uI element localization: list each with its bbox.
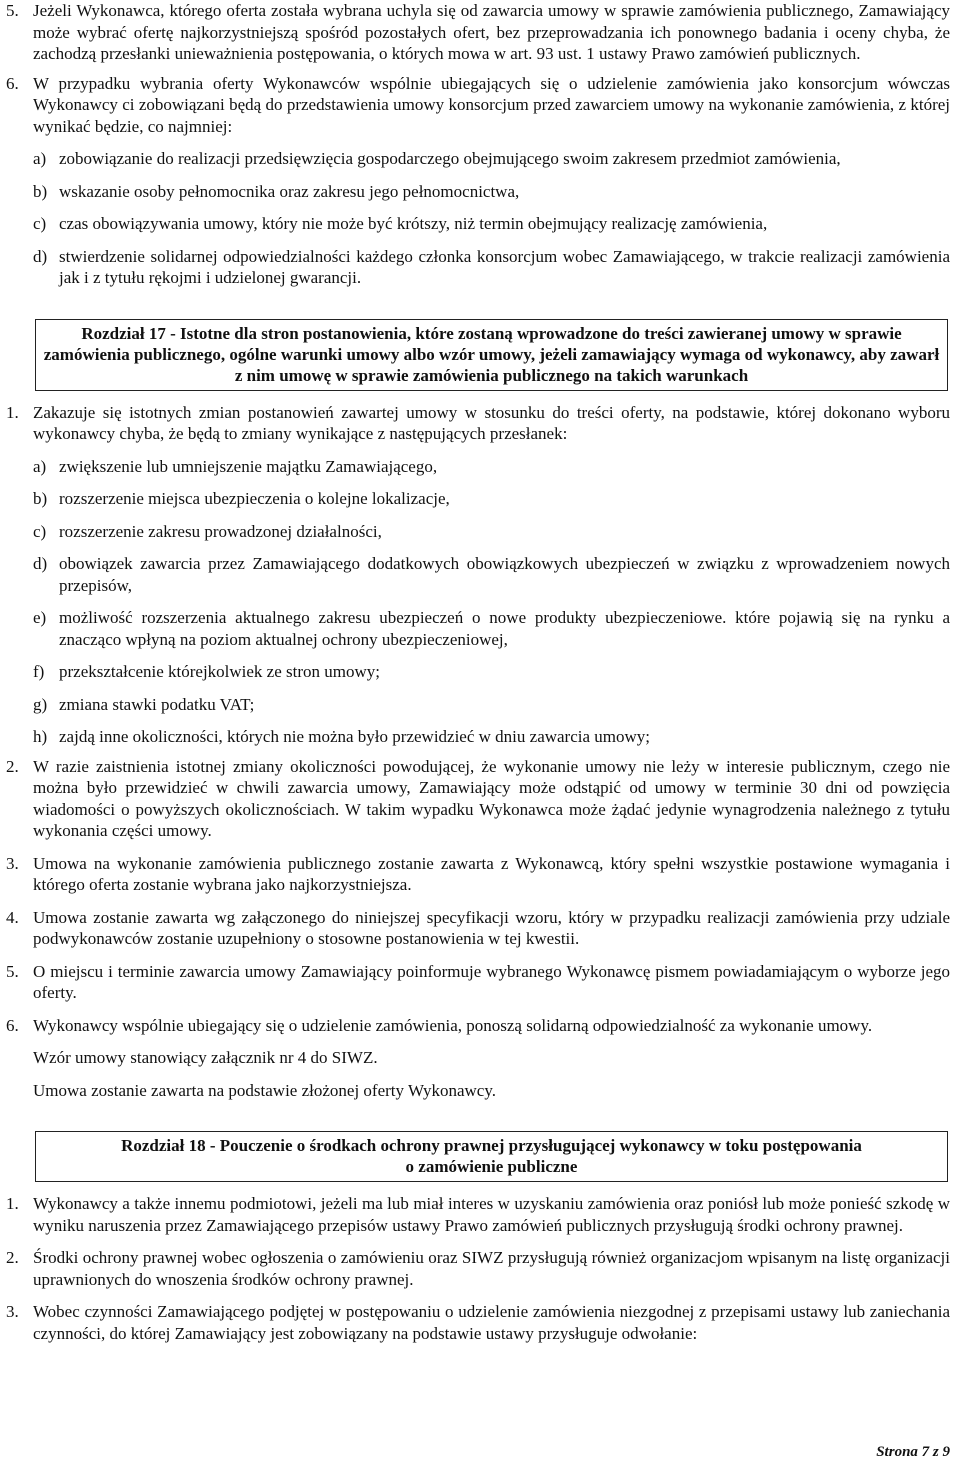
item-number: 2.	[6, 1248, 19, 1267]
item-number: 5.	[6, 961, 19, 981]
sub-item-label: h)	[33, 727, 48, 746]
sub-item-label: a)	[33, 149, 47, 168]
list-item	[0, 756, 960, 842]
sub-item-text: czas obowiązywania umowy, który nie może być krótszy, niż termin obejmujący realizację zamówienia,	[59, 214, 768, 233]
sub-item-text: zobowiązanie do realizacji przedsięwzięcia gospodarczego obejmującego swoim zakresem przedmiot zamówienia,	[59, 149, 841, 168]
sub-item-text: rozszerzenie zakresu prowadzonej działalności,	[59, 521, 382, 541]
list-item	[0, 0, 960, 65]
list-item	[0, 1247, 960, 1290]
sub-item-label: e)	[33, 608, 47, 627]
item-text: Wykonawcy wspólnie ubiegający się o udzielenie zamówienia, ponoszą solidarną odpowiedzialność za wykonanie umowy.	[33, 1015, 873, 1035]
list-item	[0, 1015, 960, 1037]
sub-item	[0, 521, 960, 543]
list-item	[0, 1193, 960, 1236]
sub-item	[0, 246, 960, 289]
sub-item-label: c)	[33, 214, 47, 233]
item-text: W przypadku wybrania oferty Wykonawców wspólnie ubiegających się o udzielenie zamówienia jako konsorcjum wówczas Wykonawcy ci zobowiązani będą do przedstawienia umowy konsorcjum przed zawarciem umowy na wykonanie zamówienia, z której wynikać będzie, co najmniej:	[33, 73, 950, 136]
sub-item	[0, 694, 960, 716]
item-text: Wykonawcy a także innemu podmiotowi, jeżeli ma lub miał interes w uzyskaniu zamówienia oraz poniósł lub może ponieść szkodę w wyniku naruszenia przez Zamawiającego przepisów ustawy Prawo zamówień publicznych przysługują środki ochrony prawnej.	[33, 1194, 950, 1235]
list-item	[0, 853, 960, 896]
item-text: Wobec czynności Zamawiającego podjętej w postępowaniu o udzielenie zamówienia niezgodnej z przepisami ustawy lub zaniechania czynności, do której Zamawiający jest zobowiązany na podstawie ustawy przysługuje odwołanie:	[33, 1302, 950, 1343]
sub-item	[0, 488, 960, 510]
sub-item	[0, 726, 960, 748]
sub-item-text: zwiększenie lub umniejszenie majątku Zamawiającego,	[59, 456, 438, 476]
list-item	[0, 907, 960, 950]
sub-item	[0, 181, 960, 203]
note-text: Umowa zostanie zawarta na podstawie złożonej oferty Wykonawcy.	[33, 1080, 496, 1100]
sub-item-text: zmiana stawki podatku VAT;	[59, 694, 255, 714]
item-text: Jeżeli Wykonawca, którego oferta została wybrana uchyla się od zawarcia umowy w sprawie zamówienia publicznego, Zamawiający może wybrać ofertę najkorzystniejszą spośród pozostałych ofert, bez przeprowadzania ich ponownego badania i oceny chyba, że zachodzą przesłanki unieważnienia postępowania, o których mowa w art. 93 ust. 1 ustawy Prawo zamówień publicznych.	[33, 1, 950, 63]
item-number: 3.	[6, 1302, 19, 1321]
item-number: 3.	[6, 853, 19, 873]
sub-item-text: rozszerzenie miejsca ubezpieczenia o kolejne lokalizacje,	[59, 489, 450, 508]
sub-item-label: b)	[33, 181, 48, 201]
sub-item-label: a)	[33, 456, 47, 476]
item-text: W razie zaistnienia istotnej zmiany okoliczności powodującej, że wykonanie umowy nie leży w interesie publicznym, czego nie można było przewidzieć w chwili zawarcia umowy, Zamawiający może odstąpić od umowy w terminie 30 dni od powzięcia wiadomości o powyższych okolicznościach. W takim wypadku Wykonawca może żądać jedynie wynagrodzenia należnego z tytułu wykonania części umowy.	[33, 756, 950, 840]
sub-item	[0, 607, 960, 650]
item-number: 2.	[6, 756, 19, 776]
page-number: Strona 7 z 9	[876, 1443, 950, 1460]
section-heading-17: Rozdział 17 - Istotne dla stron postanowienia, które zostaną wprowadzone do treści zawieranej umowy w sprawie zamówienia publicznego, ogólne warunki umowy albo wzór umowy, jeżeli zamawiający wymaga od wykonawcy, aby zawarł z nim umowę w sprawie zamówienia publicznego na takich warunkach	[35, 319, 948, 391]
sub-item-label: d)	[33, 554, 48, 573]
section-heading-18	[35, 1131, 948, 1182]
item-text: Zakazuje się istotnych zmian postanowień zawartej umowy w stosunku do treści oferty, na podstawie, której dokonano wyboru wykonawcy chyba, że będą to zmiany wynikające z następujących przesłanek:	[33, 402, 950, 443]
sub-item-text: obowiązek zawarcia przez Zamawiającego dodatkowych obowiązkowych ubezpieczeń w związku z wprowadzeniem nowych przepisów,	[59, 554, 950, 595]
list-item	[0, 961, 960, 1004]
section-heading-line: Rozdział 18 - Pouczenie o środkach ochrony prawnej przysługującej wykonawcy w toku postępowania	[121, 1136, 862, 1155]
item-number: 1.	[6, 402, 19, 422]
sub-item	[0, 148, 960, 170]
sub-item-text: wskazanie osoby pełnomocnika oraz zakresu jego pełnomocnictwa,	[59, 181, 520, 201]
sub-item-label: c)	[33, 521, 47, 541]
note-text: Wzór umowy stanowiący załącznik nr 4 do SIWZ.	[33, 1048, 378, 1067]
item-text: O miejscu i terminie zawarcia umowy Zamawiający poinformuje wybranego Wykonawcę pismem powiadamiającym o wyborze jego oferty.	[33, 961, 950, 1002]
sub-item-label: d)	[33, 246, 48, 266]
sub-item	[0, 661, 960, 683]
item-number: 6.	[6, 73, 19, 93]
section-heading-line: o zamówienie publiczne	[405, 1157, 578, 1176]
item-text: Umowa na wykonanie zamówienia publicznego zostanie zawarta z Wykonawcą, który spełni wszystkie postawione wymagania i którego oferta zostanie wybrana jako najkorzystniejsza.	[33, 853, 950, 894]
sub-item	[0, 553, 960, 596]
item-text: Umowa zostanie zawarta wg załączonego do niniejszej specyfikacji wzoru, który w przypadku realizacji zamówienia przy udziale podwykonawców zostanie uzupełniony o stosowne postanowienia w tej kwestii.	[33, 907, 950, 948]
sub-item-label: f)	[33, 662, 45, 681]
sub-item-text: możliwość rozszerzenia aktualnego zakresu ubezpieczeń o nowe produkty ubezpieczeniowe. które pojawią się na rynku a znacząco wpłyną na poziom aktualnej ochrony ubezpieczeniowej,	[59, 608, 950, 649]
item-number: 1.	[6, 1194, 19, 1213]
item-text: Środki ochrony prawnej wobec ogłoszenia o zamówieniu oraz SIWZ przysługują również organizacjom wpisanym na listę organizacji uprawnionych do wnoszenia środków ochrony prawnej.	[33, 1248, 950, 1289]
sub-item	[0, 213, 960, 235]
sub-item-label: g)	[33, 694, 48, 714]
list-item	[0, 402, 960, 445]
item-number: 6.	[6, 1015, 19, 1035]
sub-item-text: stwierdzenie solidarnej odpowiedzialności każdego członka konsorcjum wobec Zamawiającego, w trakcie realizacji zamówienia jak i z tytułu rękojmi i udzielonej gwarancji.	[59, 246, 950, 287]
sub-item-text: przekształcenie którejkolwiek ze stron umowy;	[59, 662, 380, 681]
item-number: 4.	[6, 907, 19, 927]
sub-item-text: zajdą inne okoliczności, których nie można było przewidzieć w dniu zawarcia umowy;	[59, 727, 651, 746]
sub-item-label: b)	[33, 489, 48, 508]
sub-item	[0, 456, 960, 478]
list-item	[0, 73, 960, 138]
item-number: 5.	[6, 1, 19, 20]
list-item	[0, 1301, 960, 1344]
